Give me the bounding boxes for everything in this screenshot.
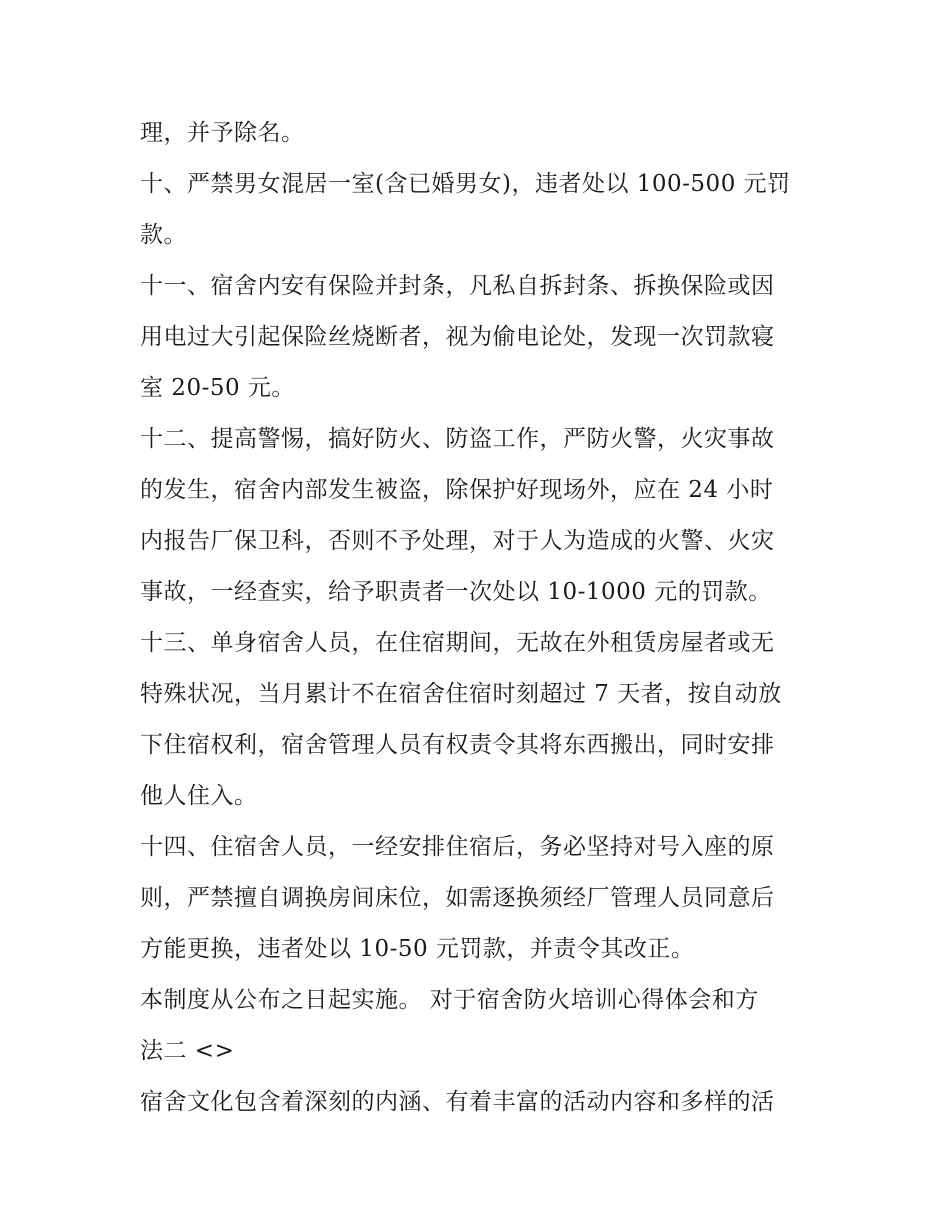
text-line: 他人住入。: [140, 783, 258, 809]
text-line: 内报告厂保卫科，否则不予处理，对于人为造成的火警、火灾: [140, 528, 775, 554]
text-line: 下住宿权利，宿舍管理人员有权责令其将东西搬出，同时安排: [140, 732, 775, 758]
text-line: 方能更换，违者处以 10-50 元罚款，并责令其改正。: [140, 936, 695, 962]
text-line: 的发生，宿舍内部发生被盗，除保护好现场外，应在 24 小时: [140, 477, 774, 503]
text-line: 十、严禁男女混居一室(含已婚男女)，违者处以 100-500 元罚: [140, 171, 791, 197]
text-line: 款。: [140, 222, 187, 248]
text-line: 宿舍文化包含着深刻的内涵、有着丰富的活动内容和多样的活: [140, 1089, 775, 1115]
text-line: 理，并予除名。: [140, 120, 305, 146]
text-line: 法二 <>: [140, 1038, 235, 1064]
text-line: 特殊状况，当月累计不在宿舍住宿时刻超过 7 天者，按自动放: [140, 681, 782, 707]
text-line: 十四、住宿舍人员，一经安排住宿后，务必坚持对号入座的原: [140, 834, 775, 860]
text-line: 十三、单身宿舍人员，在住宿期间，无故在外租赁房屋者或无: [140, 630, 775, 656]
text-line: 室 20-50 元。: [140, 375, 295, 401]
document-body: [140, 108, 820, 1128]
text-line: 本制度从公布之日起实施。 对于宿舍防火培训心得体会和方: [140, 987, 759, 1013]
text-line: 则，严禁擅自调换房间床位，如需逐换须经厂管理人员同意后: [140, 885, 775, 911]
text-line: 十二、提高警惕，搞好防火、防盗工作，严防火警，火灾事故: [140, 426, 775, 452]
text-line: 十一、宿舍内安有保险并封条，凡私自拆封条、拆换保险或因: [140, 273, 775, 299]
text-line: 用电过大引起保险丝烧断者，视为偷电论处，发现一次罚款寝: [140, 324, 775, 350]
text-line: 事故，一经查实，给予职责者一次处以 10-1000 元的罚款。: [140, 579, 772, 605]
